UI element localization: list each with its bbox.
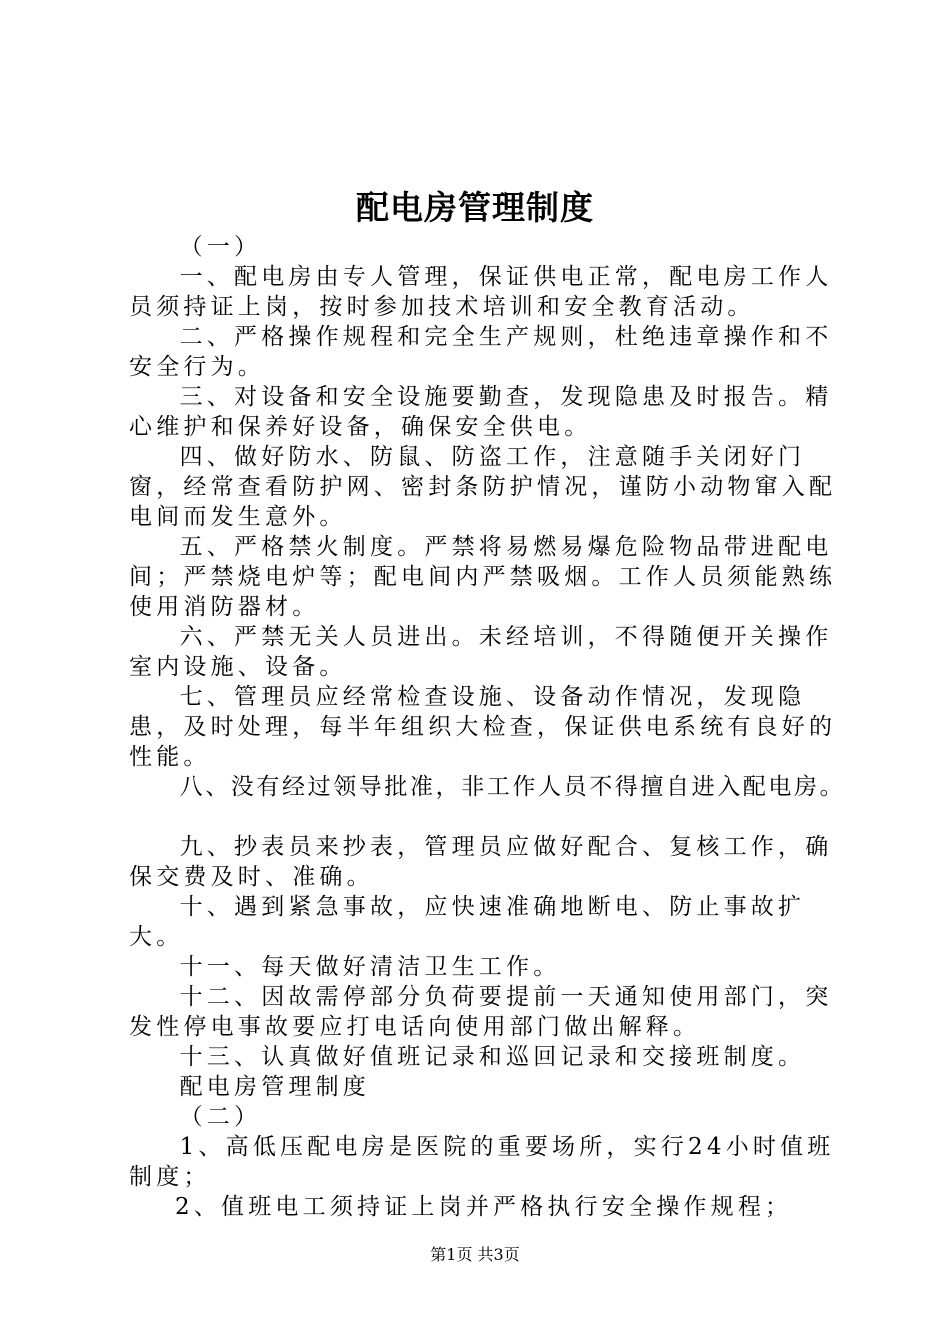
rule-paragraph: 二、严格操作规程和完全生产规则，杜绝违章操作和不安全行为。 xyxy=(129,324,833,380)
section-heading-1: （一） xyxy=(179,234,262,260)
rule-paragraph: 六、严禁无关人员进出。未经培训，不得随便开关操作室内设施、设备。 xyxy=(129,624,833,680)
rule-paragraph: 四、做好防水、防鼠、防盗工作，注意随手关闭好门窗，经常查看防护网、密封条防护情况，谨防小动物窜入配电间而发生意外。 xyxy=(129,444,837,530)
rule-paragraph: 十三、认真做好值班记录和巡回记录和交接班制度。 xyxy=(179,1044,806,1070)
rule-paragraph: 九、抄表员来抄表，管理员应做好配合、复核工作，确保交费及时、准确。 xyxy=(129,834,833,890)
rule-paragraph: 五、严格禁火制度。严禁将易燃易爆危险物品带进配电间；严禁烧电炉等；配电间内严禁吸烟。工作人员须能熟练使用消防器材。 xyxy=(129,534,837,620)
rule-paragraph: 十、遇到紧急事故，应快速准确地断电、防止事故扩大。 xyxy=(129,894,806,950)
document-title: 配电房管理制度 xyxy=(356,188,594,227)
page-footer: 第1页 共3页 xyxy=(430,1245,520,1264)
rule-paragraph: 七、管理员应经常检查设施、设备动作情况，发现隐患，及时处理，每半年组织大检查，保证供电系统有良好的性能。 xyxy=(129,684,837,770)
rule-paragraph: 1、高低压配电房是医院的重要场所，实行24小时值班制度； xyxy=(129,1134,835,1190)
rule-paragraph: 三、对设备和安全设施要勤查，发现隐患及时报告。精心维护和保养好设备，确保安全供电。 xyxy=(129,384,833,440)
rule-paragraph: 十一、每天做好清洁卫生工作。 xyxy=(179,954,561,980)
section-heading-2: （二） xyxy=(179,1104,262,1130)
section-title-repeat: 配电房管理制度 xyxy=(179,1074,370,1100)
document-body xyxy=(129,232,846,1222)
rule-paragraph: 一、配电房由专人管理，保证供电正常，配电房工作人员须持证上岗，按时参加技术培训和安全教育活动。 xyxy=(129,264,833,320)
rule-paragraph: 十二、因故需停部分负荷要提前一天通知使用部门，突发性停电事故要应打电话向使用部门做出解释。 xyxy=(129,984,833,1040)
rule-paragraph: 2、值班电工须持证上岗并严格执行安全操作规程； xyxy=(175,1194,793,1220)
rule-paragraph: 八、没有经过领导批准，非工作人员不得擅自进入配电房。 xyxy=(179,774,846,800)
